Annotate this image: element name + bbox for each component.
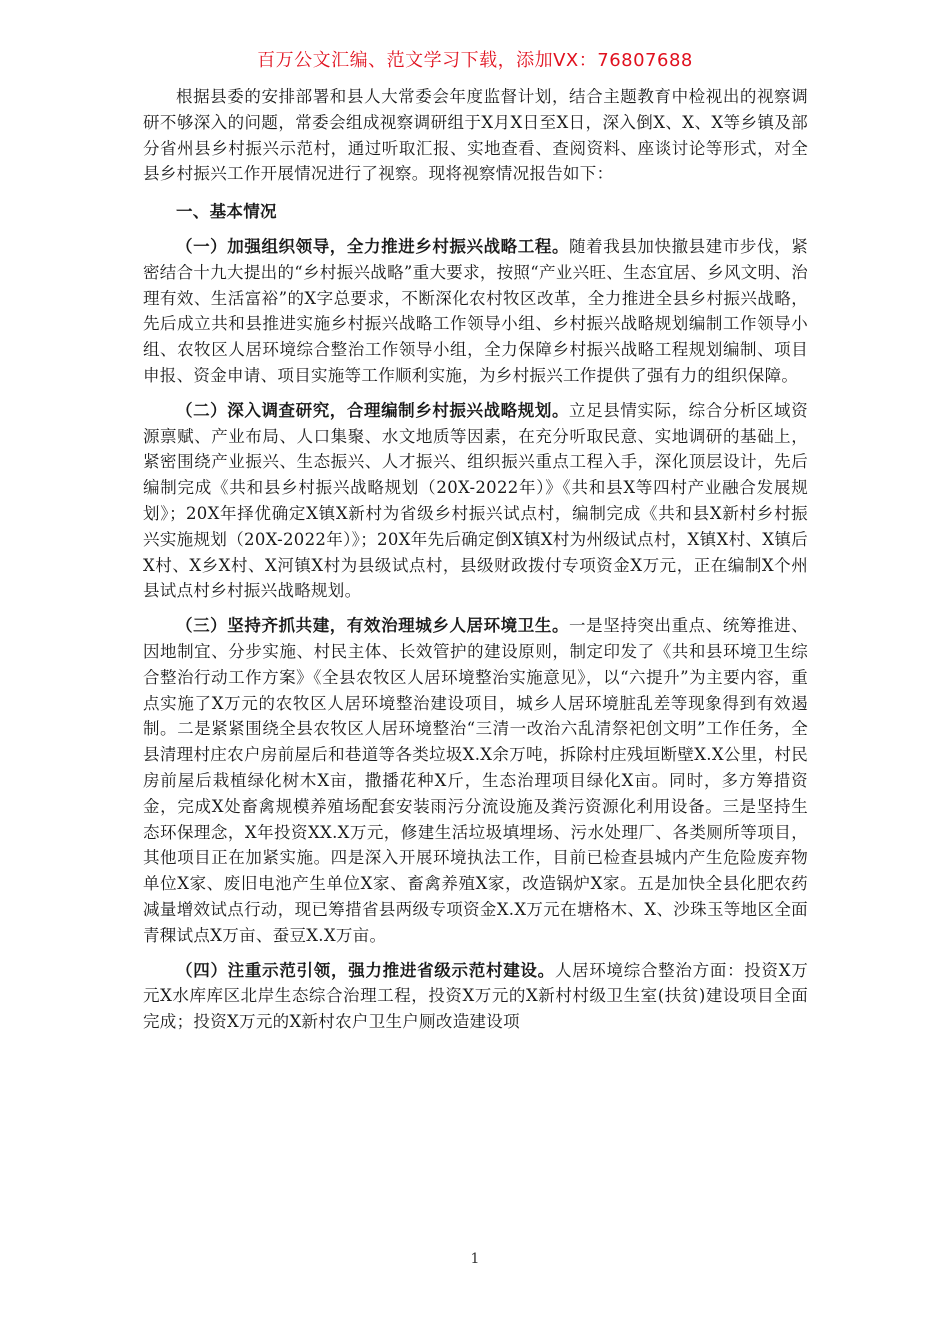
watermark-banner: 百万公文汇编、范文学习下载，添加VX：76807688 xyxy=(257,50,693,71)
item-body-1: 随着我县加快撤县建市步伐，紧密结合十九大提出的“乡村振兴战略”重大要求，按照“产业兴旺、生态宜居、乡风文明、治理有效、生活富裕”的X字总要求，不断深化农村牧区改革，全力推进全县乡村振兴战略，先后成立共和县推进实施乡村振兴战略工作领导小组、乡村振兴战略规划编制工作领导小组、农牧区人居环境综合整治工作领导小组，全力保障乡村振兴战略工程规划编制、项目申报、资金申请、项目实施等工作顺利实施，为乡村振兴工作提供了强有力的组织保障。 xyxy=(143,236,808,385)
item-lead-3: （三）坚持齐抓共建，有效治理城乡人居环境卫生。 xyxy=(176,616,570,636)
item-paragraph-2 xyxy=(143,398,808,604)
item-paragraph-4 xyxy=(143,958,808,1035)
intro-paragraph: 根据县委的安排部署和县人大常委会年度监督计划，结合主题教育中检视出的视察调研不够深入的问题，常委会组成视察调研组于X月X日至X日，深入倒X、X、X等乡镇及部分省州县乡村振兴示范村，通过听取汇报、实地查看、查阅资料、座谈讨论等形式，对全县乡村振兴工作开展情况进行了视察。现将视察情况报告如下： xyxy=(143,87,808,184)
item-lead-4: （四）注重示范引领，强力推进省级示范村建设。 xyxy=(176,960,555,980)
item-lead-1: （一）加强组织领导，全力推进乡村振兴战略工程。 xyxy=(176,236,570,256)
section-heading: 一、基本情况 xyxy=(176,202,277,222)
item-paragraph-3 xyxy=(143,613,808,948)
item-body-4: 人居环境综合整治方面：投资X万元X水库库区北岸生态综合治理工程，投资X万元的X新村村级卫生室(扶贫)建设项目全面完成；投资X万元的X新村农户卫生户厕改造建设项 xyxy=(143,960,808,1032)
item-body-3: 一是坚持突出重点、统筹推进、因地制宜、分步实施、村民主体、长效管护的建设原则，制定印发了《共和县环境卫生综合整治行动工作方案》《全县农牧区人居环境整治实施意见》，以“六提升”为主要内容，重点实施了X万元的农牧区人居环境整治建设项目，城乡人居环境脏乱差等现象得到有效遏制。二是紧紧围绕全县农牧区人居环境整治“三清一改治六乱清祭祀创文明”工作任务，全县清理村庄农户房前屋后和巷道等各类垃圾X.X余万吨，拆除村庄残垣断壁X.X公里，村民房前屋后栽植绿化树木X亩，撒播花种X斤，生态治理项目绿化X亩。同时，多方筹措资金，完成X处畜禽规模养殖场配套安装雨污分流设施及粪污资源化利用设备。三是坚持生态环保理念，X年投资XX.X万元，修建生活垃圾填埋场、污水处理厂、各类厕所等项目，其他项目正在加紧实施。四是深入开展环境执法工作，目前已检查县城内产生危险废弃物单位X家、废旧电池产生单位X家、畜禽养殖X家，改造锅炉X家。五是加快全县化肥农药减量增效试点行动，现已筹措省县两级专项资金X.X万元在塘格木、X、沙珠玉等地区全面青稞试点X万亩、蚕豆X.X万亩。 xyxy=(143,616,808,945)
item-lead-2: （二）深入调查研究，合理编制乡村振兴战略规划。 xyxy=(176,400,570,420)
item-body-2: 立足县情实际，综合分析区域资源禀赋、产业布局、人口集聚、水文地质等因素，在充分听取民意、实地调研的基础上，紧密围绕产业振兴、生态振兴、人才振兴、组织振兴重点工程入手，深化顶层设计，先后编制完成《共和县乡村振兴战略规划（20X-2022年）》《共和县X等四村产业融合发展规划》；20X年择优确定X镇X新村为省级乡村振兴试点村，编制完成《共和县X新村乡村振兴实施规划（20X-2022年）》；20X年先后确定倒X镇X村为州级试点村，X镇X村、X镇后X村、X乡X村、X河镇X村为县级试点村，县级财政拨付专项资金X万元，正在编制X个州县试点村乡村振兴战略规划。 xyxy=(143,400,808,601)
page-number: 1 xyxy=(470,1251,480,1267)
item-paragraph-1 xyxy=(143,234,808,389)
document-body xyxy=(143,84,808,1035)
